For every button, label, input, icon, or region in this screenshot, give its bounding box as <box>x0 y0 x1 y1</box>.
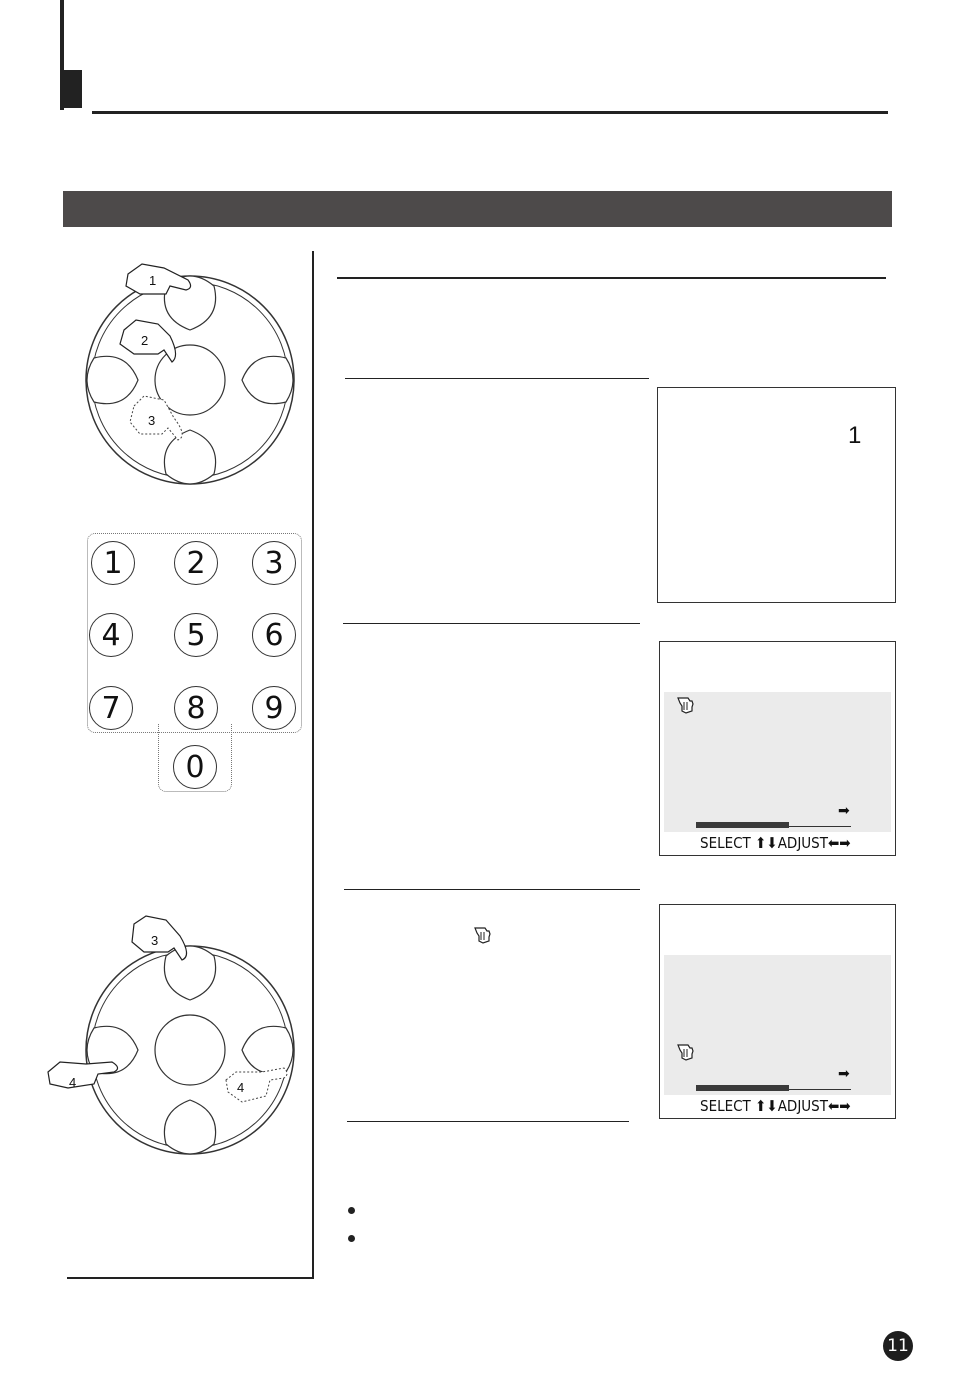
menu-panel <box>664 692 891 832</box>
pointing-hand-icon <box>674 1041 696 1063</box>
bullet-point <box>348 1235 355 1242</box>
key-0[interactable]: 0 <box>173 745 217 789</box>
svg-text:4: 4 <box>69 1075 77 1090</box>
right-arrow-icon: ➡ <box>838 802 850 818</box>
key-5[interactable]: 5 <box>174 613 218 657</box>
adjust-hint: SELECT ⬆⬇ADJUST⬅➡ <box>700 1097 851 1115</box>
column-bottom-rule <box>67 1277 314 1279</box>
remote-dpad-bottom-illustration <box>40 912 310 1172</box>
ok-button <box>155 1015 225 1085</box>
level-fill <box>696 822 789 828</box>
pointing-hand-icon <box>674 694 696 716</box>
level-fill <box>696 1085 789 1091</box>
key-1[interactable]: 1 <box>91 541 135 585</box>
bullet-point <box>348 1207 355 1214</box>
svg-text:3: 3 <box>151 933 159 948</box>
step-4-rule <box>347 1121 629 1122</box>
tv-screen-adjust-2 <box>659 904 896 1119</box>
pointing-hand-icon <box>471 924 493 946</box>
page-number: 11 <box>883 1331 913 1361</box>
key-7[interactable]: 7 <box>89 686 133 730</box>
svg-text:4: 4 <box>237 1080 245 1095</box>
remote-dpad-top-illustration <box>70 258 310 498</box>
tv-screen-channel <box>657 387 896 603</box>
key-9[interactable]: 9 <box>252 686 296 730</box>
key-2[interactable]: 2 <box>174 541 218 585</box>
step-3-rule <box>344 889 640 890</box>
header-tab-marker <box>60 70 82 108</box>
key-8[interactable]: 8 <box>174 686 218 730</box>
key-4[interactable]: 4 <box>89 613 133 657</box>
svg-text:2: 2 <box>141 333 149 348</box>
column-divider <box>312 251 314 1279</box>
right-arrow-icon: ➡ <box>838 1065 850 1081</box>
instruction-rule <box>337 277 886 279</box>
tv-screen-adjust-1 <box>659 641 896 856</box>
key-3[interactable]: 3 <box>252 541 296 585</box>
step-1-rule <box>345 378 649 379</box>
adjust-hint: SELECT ⬆⬇ADJUST⬅➡ <box>700 834 851 852</box>
channel-number: 1 <box>848 422 862 449</box>
step-2-rule <box>343 623 640 624</box>
menu-panel <box>664 955 891 1095</box>
svg-text:1: 1 <box>149 273 157 288</box>
key-6[interactable]: 6 <box>252 613 296 657</box>
section-title-band <box>63 191 892 227</box>
header-rule <box>92 111 888 114</box>
svg-text:3: 3 <box>148 413 156 428</box>
